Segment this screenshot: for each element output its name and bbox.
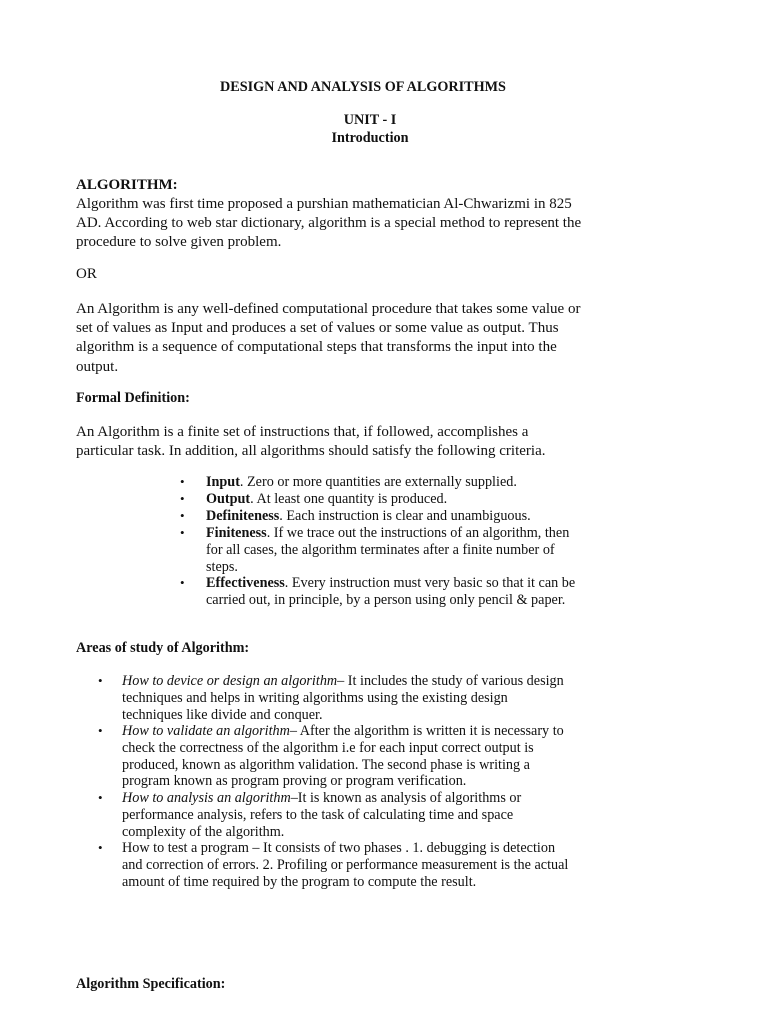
- area-item-validate: [122, 723, 622, 790]
- bullet-icon: •: [98, 673, 103, 688]
- algorithm-definition-paragraph: [76, 300, 580, 377]
- criteria-item-input: [206, 474, 626, 491]
- criteria-term: Input: [206, 474, 240, 490]
- area-text: produced, known as algorithm validation. The second phase is writing a: [122, 756, 530, 773]
- formal-definition-heading: Formal Definition:: [76, 390, 190, 406]
- bullet-icon: •: [180, 575, 185, 590]
- criteria-text: steps.: [206, 558, 238, 575]
- or-separator: OR: [76, 266, 97, 282]
- text-line: algorithm is a sequence of computational steps that transforms the input into the: [76, 339, 557, 356]
- criteria-term: Effectiveness: [206, 575, 285, 591]
- area-term: How to device or design an algorithm: [122, 673, 338, 689]
- area-text: How to test a program – It consists of two phases . 1. debugging is detection: [122, 840, 556, 856]
- area-item-test: [122, 840, 622, 890]
- area-text: – It includes the study of various design: [337, 673, 564, 689]
- criteria-text: carried out, in principle, by a person using only pencil & paper.: [206, 591, 566, 608]
- text-line: output.: [76, 358, 119, 375]
- criteria-text: . Every instruction must very basic so that it can be: [284, 575, 576, 591]
- area-text: complexity of the algorithm.: [122, 823, 285, 840]
- formal-definition-paragraph: [76, 423, 545, 461]
- criteria-text: . If we trace out the instructions of an algorithm, then: [266, 525, 570, 541]
- text-line: procedure to solve given problem.: [76, 234, 282, 251]
- criteria-text: . Zero or more quantities are externally supplied.: [239, 474, 517, 490]
- bullet-icon: •: [98, 840, 103, 855]
- text-line: An Algorithm is any well-defined computational procedure that takes some value or: [76, 301, 581, 317]
- unit-label: UNIT - I: [343, 112, 397, 128]
- area-text: and correction of errors. 2. Profiling or performance measurement is the actual: [122, 856, 569, 873]
- areas-heading: Areas of study of Algorithm:: [76, 640, 250, 656]
- criteria-item-output: [206, 491, 626, 508]
- text-line: Algorithm was first time proposed a purshian mathematician Al-Chwarizmi in 825: [76, 196, 572, 212]
- criteria-text: . At least one quantity is produced.: [250, 491, 448, 507]
- algorithm-specification-heading: Algorithm Specification:: [76, 976, 226, 992]
- criteria-item-effectiveness: [206, 575, 626, 609]
- area-text: – After the algorithm is written it is necessary to: [289, 723, 564, 739]
- area-text: techniques and helps in writing algorithms using the existing design: [122, 689, 508, 706]
- criteria-item-finiteness: [206, 525, 626, 575]
- area-text: amount of time required by the program to compute the result.: [122, 873, 477, 890]
- text-line: An Algorithm is a finite set of instructions that, if followed, accomplishes a: [76, 424, 529, 440]
- subtitle: Introduction: [331, 130, 409, 146]
- bullet-icon: •: [98, 723, 103, 738]
- document-title: DESIGN AND ANALYSIS OF ALGORITHMS: [220, 79, 506, 95]
- bullet-icon: •: [98, 790, 103, 805]
- area-term: How to validate an algorithm: [122, 723, 290, 739]
- bullet-icon: •: [180, 525, 185, 540]
- area-text: check the correctness of the algorithm i.e for each input correct output is: [122, 739, 534, 756]
- area-text: techniques like divide and conquer.: [122, 706, 323, 723]
- algorithm-heading: ALGORITHM:: [76, 177, 178, 193]
- algorithm-paragraph: [76, 195, 581, 253]
- bullet-icon: •: [180, 474, 185, 489]
- bullet-icon: •: [180, 491, 185, 506]
- criteria-text: for all cases, the algorithm terminates after a finite number of: [206, 541, 555, 558]
- area-term: How to analysis an algorithm: [122, 790, 291, 806]
- criteria-term: Finiteness: [206, 525, 267, 541]
- area-text: program known as program proving or program verification.: [122, 773, 467, 790]
- criteria-item-definiteness: [206, 508, 626, 525]
- text-line: set of values as Input and produces a set of values or some value as output. Thus: [76, 320, 559, 337]
- criteria-term: Definiteness: [206, 508, 280, 524]
- area-item-analysis: [122, 790, 622, 840]
- criteria-term: Output: [206, 491, 251, 507]
- area-text: performance analysis, refers to the task of calculating time and space: [122, 806, 514, 823]
- text-line: particular task. In addition, all algorithms should satisfy the following criteria.: [76, 443, 546, 460]
- bullet-icon: •: [180, 508, 185, 523]
- area-item-design: [122, 673, 622, 723]
- criteria-text: . Each instruction is clear and unambiguous.: [279, 508, 531, 524]
- area-text: –It is known as analysis of algorithms or: [290, 790, 522, 806]
- text-line: AD. According to web star dictionary, algorithm is a special method to represent the: [76, 215, 582, 232]
